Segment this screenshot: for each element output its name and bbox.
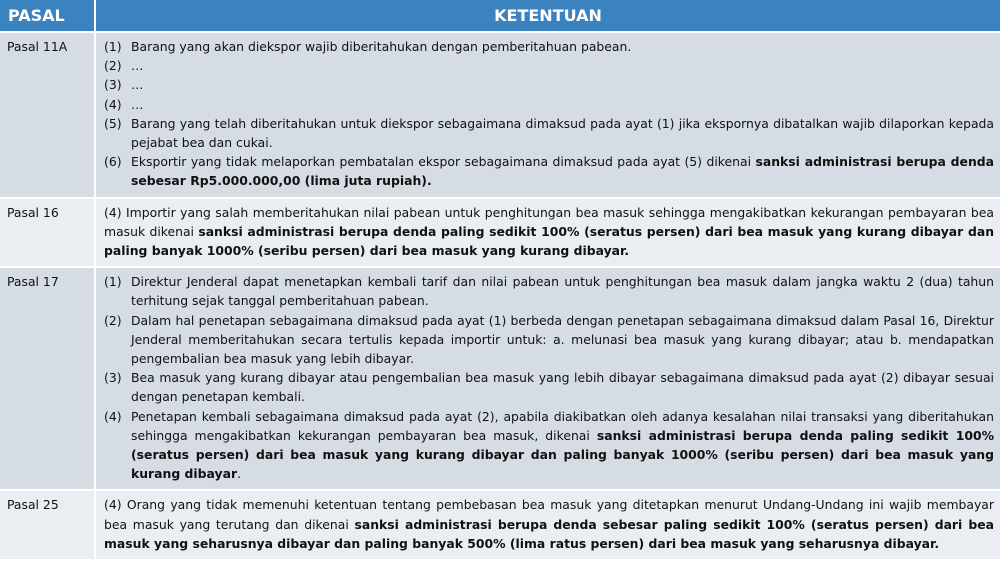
item-number: (2) [104, 312, 122, 328]
list-item [104, 368, 994, 406]
header-pasal: PASAL [0, 0, 95, 32]
item-number: (6) [104, 154, 122, 170]
item-plain-text: Barang yang akan diekspor wajib diberitahukan dengan pemberitahuan pabean. [131, 39, 632, 54]
item-plain-text: … [131, 58, 144, 74]
list-item [104, 37, 994, 56]
pasal-label: Pasal 17 [0, 267, 95, 490]
ketentuan-cell [95, 198, 1000, 268]
item-number: (2) [104, 58, 122, 74]
header-row [0, 0, 1000, 32]
item-text [131, 311, 994, 369]
item-trailing-text: . [237, 466, 242, 482]
item-plain-text: … [131, 77, 144, 93]
item-text [131, 75, 994, 94]
sanction-text: sanksi administrasi berupa denda sebesar Rp5.000.000,00 (lima juta rupiah). [131, 154, 994, 189]
list-item [104, 152, 994, 190]
item-plain-text: (4) Importir yang salah memberitahukan nilai pabean untuk penghitungan bea masuk sehingga mengakibatkan kekurangan pembayaran bea masuk dikenai [104, 204, 994, 239]
ayat-list [104, 37, 994, 191]
list-item [104, 75, 994, 94]
item-text [131, 114, 994, 152]
item-plain-text: … [131, 96, 144, 112]
list-item [104, 311, 994, 369]
table-row-pasal-11a [0, 32, 1000, 198]
sanction-text: sanksi administrasi berupa denda sebesar paling sedikit 100% (seratus persen) dari bea masuk yang seharusnya dibayar dan paling banyak 500% (lima ratus persen) dari bea masuk yang seharusnya dibayar. [104, 516, 994, 551]
item-plain-text: Direktur Jenderal dapat menetapkan kembali tarif dan nilai pabean untuk penghitungan bea masuk dalam jangka waktu 2 (dua) tahun terhitung sejak tanggal pemberitahuan pabean. [131, 274, 994, 309]
item-plain-text: Eksportir yang tidak melaporkan pembatalan ekspor sebagaimana dimaksud pada ayat (5) dikenai [131, 154, 756, 170]
table-row-pasal-16 [0, 198, 1000, 268]
item-text [131, 56, 994, 75]
item-number: (1) [104, 274, 122, 290]
list-item [104, 407, 994, 484]
list-item [104, 56, 994, 75]
pasal-label: Pasal 25 [0, 490, 95, 559]
item-plain-text: Penetapan kembali sebagaimana dimaksud pada ayat (2), apabila diakibatkan oleh adanya kesalahan nilai transaksi yang diberitahukan sehingga mengakibatkan kekurangan pembayaran bea masuk, dikenai [131, 408, 994, 443]
item-text [131, 152, 994, 190]
item-plain-text: (4) Orang yang tidak memenuhi ketentuan tentang pembebasan bea masuk yang ditetapkan menurut Undang-Undang ini wajib membayar bea masuk yang terutang dan dikenai [104, 497, 994, 532]
sanction-text: sanksi administrasi berupa denda paling sedikit 100% (seratus persen) dari bea masuk yang kurang dibayar dan paling banyak 1000% (seribu persen) dari bea masuk yang kurang dibayar. [104, 223, 995, 259]
item-text [131, 272, 994, 310]
pasal-label: Pasal 11A [0, 32, 95, 198]
ketentuan-cell [95, 490, 1000, 559]
item-text [131, 368, 994, 406]
pasal-label: Pasal 16 [0, 198, 95, 268]
ayat-list [104, 272, 994, 483]
item-number: (5) [104, 115, 122, 131]
list-item [104, 114, 994, 152]
table-row-pasal-25 [0, 490, 1000, 559]
item-number: (4) [104, 96, 122, 112]
table-row-pasal-17 [0, 267, 1000, 490]
item-text [131, 407, 994, 484]
list-item [104, 272, 994, 310]
list-item [104, 95, 994, 114]
ketentuan-cell [95, 267, 1000, 490]
item-plain-text: Barang yang telah diberitahukan untuk diekspor sebagaimana dimaksud pada ayat (1) jika ekspornya dibatalkan wajib dilaporkan kepada pejabat bea dan cukai. [131, 115, 994, 151]
item-text [131, 37, 994, 56]
item-number: (3) [104, 77, 122, 93]
item-number: (1) [104, 39, 122, 54]
item-plain-text: Bea masuk yang kurang dibayar atau pengembalian bea masuk yang lebih dibayar sebagaimana dimaksud pada ayat (2) dibayar sesuai dengan penetapan kembali. [131, 370, 994, 405]
item-plain-text: Dalam hal penetapan sebagaimana dimaksud pada ayat (1) berbeda dengan penetapan sebagaimana dimaksud dalam Pasal 16, Direktur Jenderal memberitahukan secara tertulis kepada importir untuk: a. melunasi bea masuk yang kurang dibayar; atau b. mendapatkan pengembalian bea masuk yang lebih dibayar. [131, 312, 994, 367]
item-number: (4) [104, 408, 122, 424]
ketentuan-cell [95, 32, 1000, 198]
item-text [131, 95, 994, 114]
item-number: (3) [104, 370, 122, 386]
header-ketentuan: KETENTUAN [95, 0, 1000, 32]
sanction-text: sanksi administrasi berupa denda paling sedikit 100% (seratus persen) dari bea masuk yang kurang dibayar dan paling banyak 1000% (seribu persen) dari bea masuk yang kurang dibayar [131, 427, 994, 482]
